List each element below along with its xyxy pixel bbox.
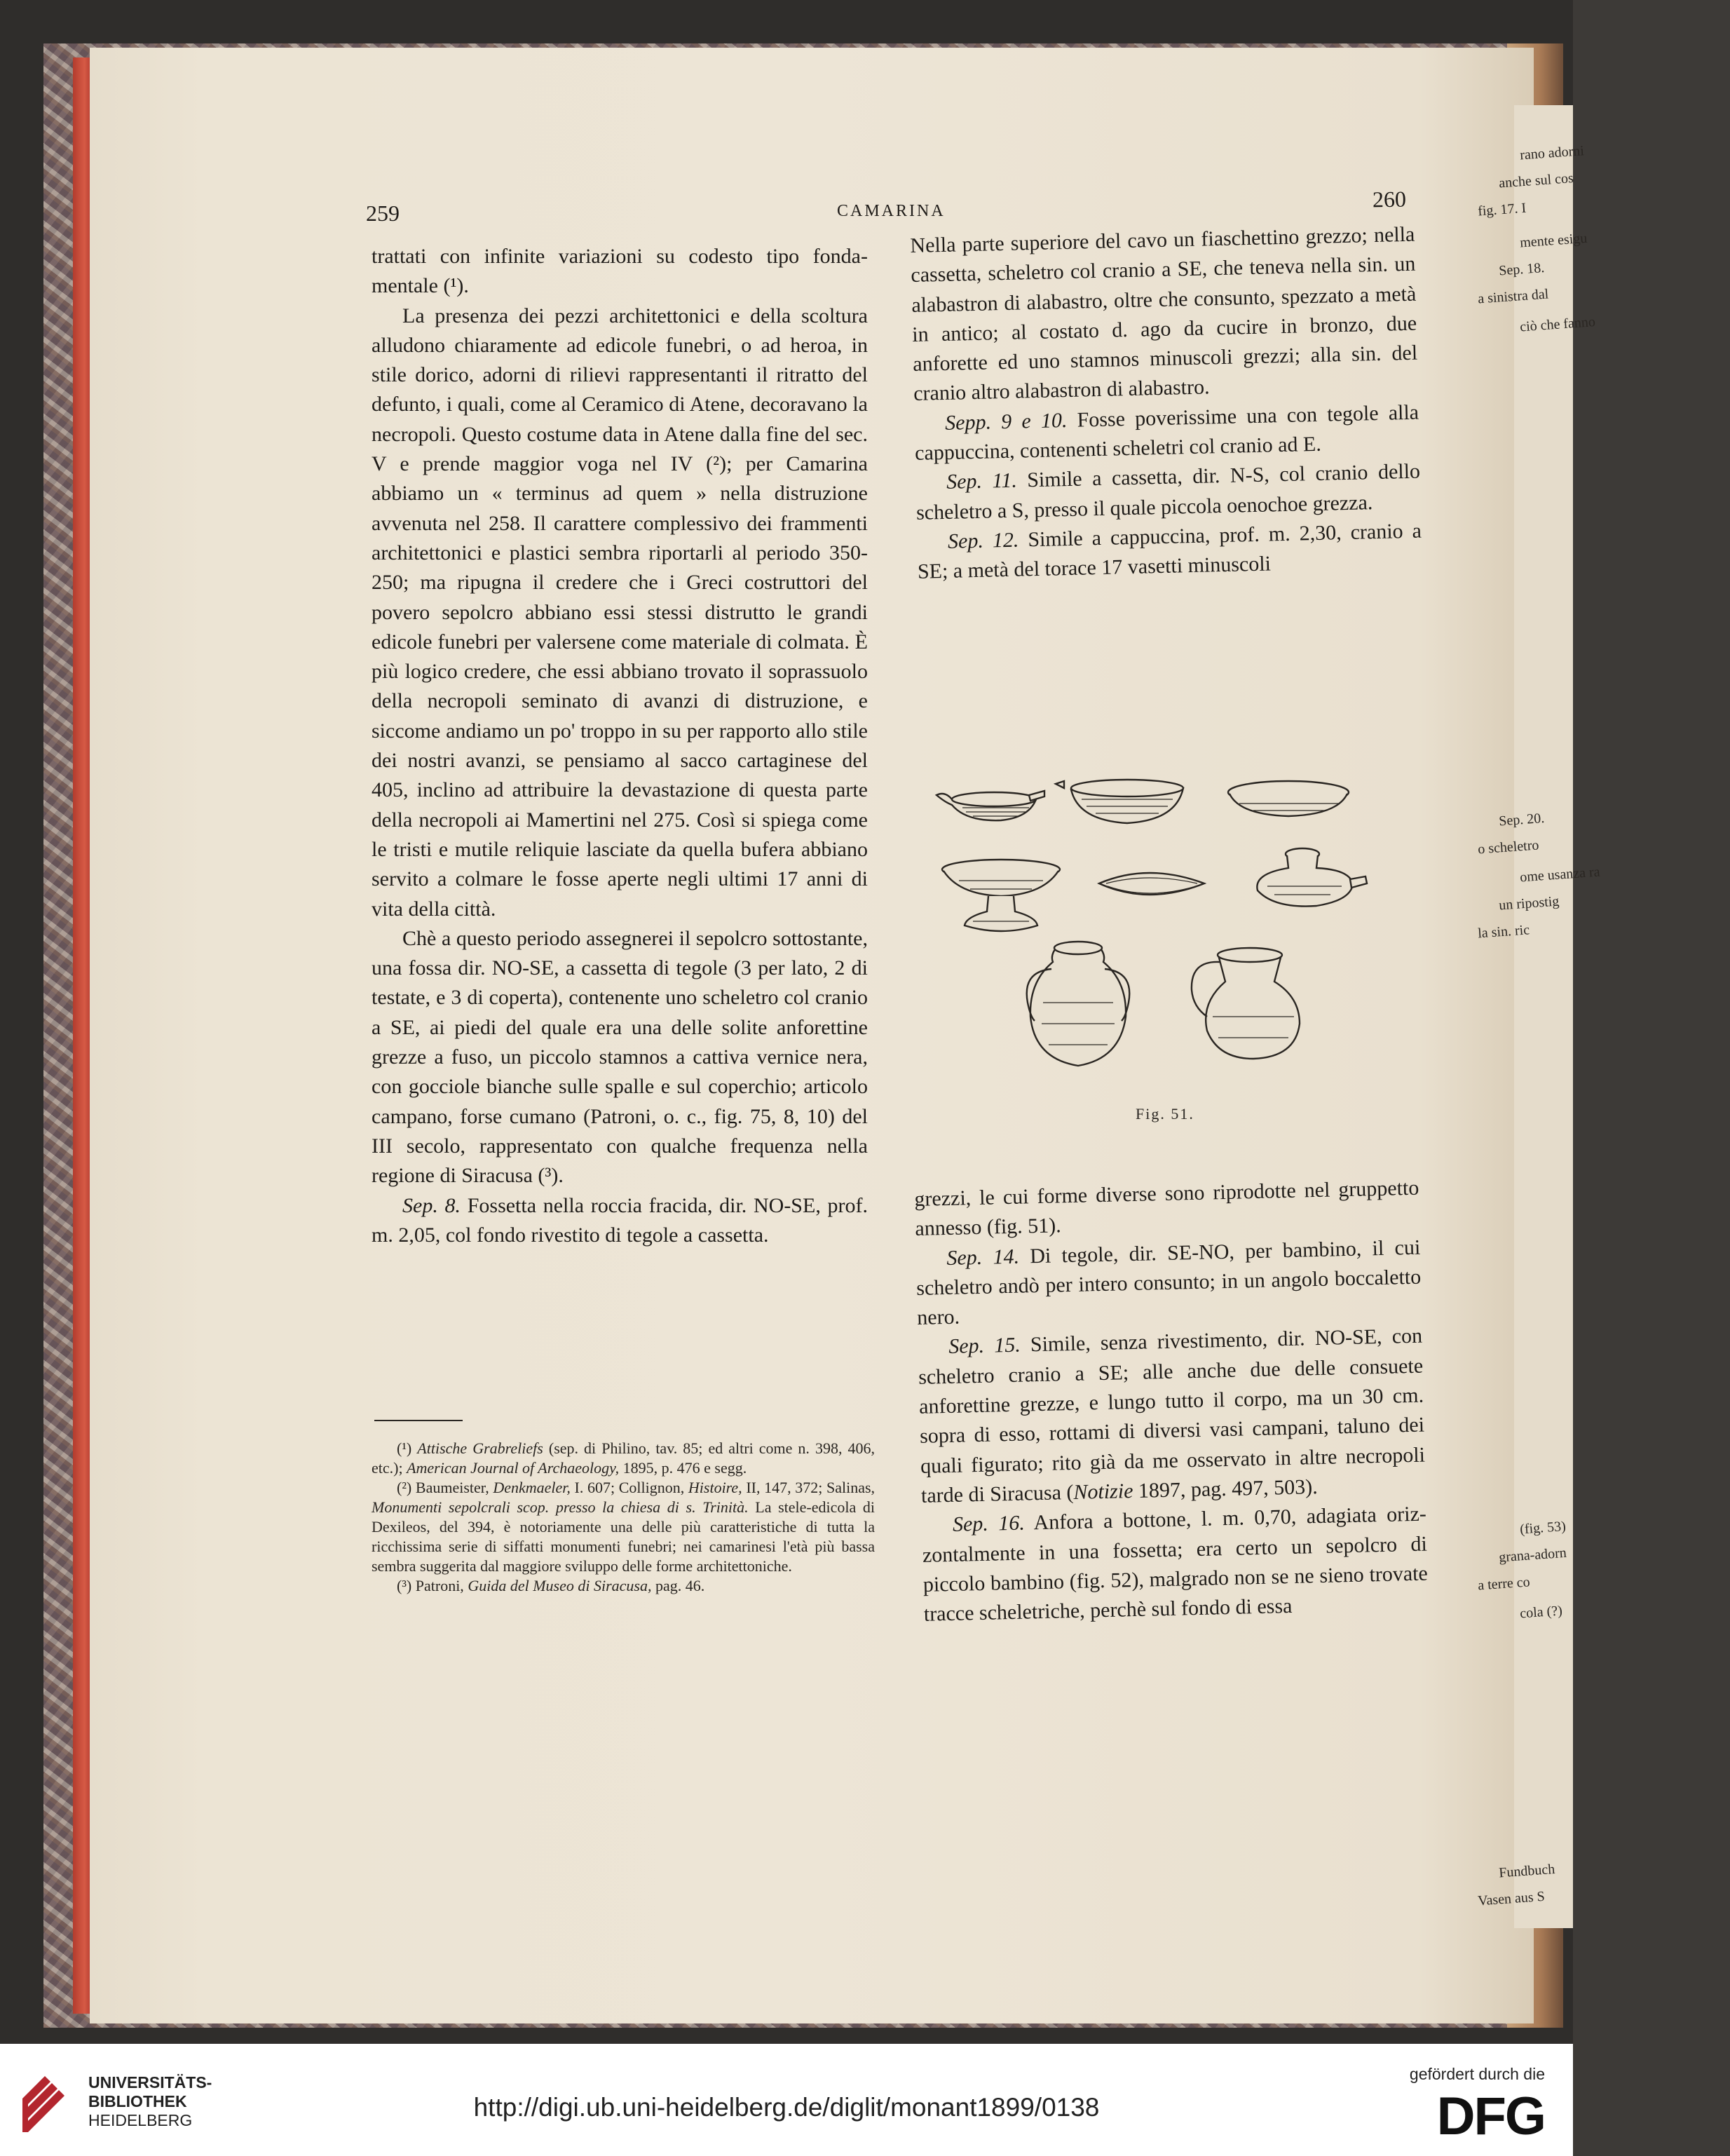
paragraph (918, 1322, 1426, 1511)
footnote-text: Patroni, (415, 1577, 468, 1594)
footnote-text: II, 147, 372; Salinas, (742, 1479, 876, 1496)
paragraph: Nella parte superiore del cavo un fiaschettino grezzo; nella cassetta, scheletro col cranio a SE, che teneva nella sin. un alabastron di alabastro, oltre che consunto, spezzato a metà in antico; al costato d. ago da cucire in bronzo, due anforette ed uno stamnos minuscoli grezzi; alla sin. del cranio altro alabastron di alabastro. (910, 222, 1418, 406)
next-page-fragment: Vasen aus S (1477, 1888, 1546, 1909)
paragraph (915, 457, 1422, 528)
paragraph-text: Anfora a bottone, l. m. 0,70, adagiata orizzontalmente in una fossetta; era certo un sepolcro di piccolo bambino (fig. 52), malgrado non se ne sieno trovate tracce scheletriche, perchè sul fondo di essa (922, 1502, 1429, 1626)
next-page-fragment: ome usanza ra (1519, 864, 1601, 886)
next-page-fragment: la sin. ric (1477, 922, 1530, 942)
viewer-footer (0, 2044, 1573, 2156)
paragraph-text: Fosse poverissime una con tegole alla cappuccina, contenenti scheletri col cranio ad E. (914, 400, 1419, 465)
citation-title: Histoire, (688, 1479, 742, 1496)
jug-vessel (1192, 948, 1300, 1059)
next-page-fragment: (fig. 53) (1519, 1518, 1567, 1538)
citation-title: Monumenti sepolcrali scop. presso la chiesa di s. Trinità. (372, 1498, 749, 1516)
paragraph-sep8 (372, 1191, 868, 1251)
footnote-text: I. 607; Collignon, (570, 1479, 688, 1496)
tomb-label: Sep. 14. (946, 1245, 1020, 1270)
vessels-illustration (924, 771, 1401, 1101)
tomb-label: Sep. 15. (948, 1334, 1021, 1359)
page-number-left: 259 (366, 201, 400, 226)
paragraph: trattati con infinite variazioni su codesto tipo fondamentale (¹). (372, 245, 868, 298)
footnote-text: 1895, p. 476 e segg. (619, 1459, 747, 1477)
right-column-top (910, 220, 1422, 588)
tomb-label: Sep. 8. (402, 1193, 461, 1217)
footnotes (372, 1439, 875, 1596)
funder-label: gefördert durch die (1409, 2065, 1545, 2083)
plate-vessel (1228, 781, 1349, 816)
paragraph (917, 517, 1423, 588)
footnote-rule (374, 1420, 463, 1421)
footnote-text: (sep. di Philino, tav. 85; ed altri come n. 398, 406, etc.); (372, 1439, 875, 1477)
citation-title: American Journal of Archaeology, (407, 1459, 620, 1477)
next-page-fragment: cola (?) (1519, 1603, 1563, 1622)
paragraph: La presenza dei pezzi architettonici e della scoltura alludono chiaramente ad edicole funebri, o ad heroa, in stile dorico, adorni di rilievi rappresentanti il ritratto del defunto, i quali, come al Ceramico di Atene, decoravano la necropoli. Questo costume data in Atene dalla fine del sec. V e prende maggior voga nel IV (²); per Camarina abbiamo un « terminus ad quem » nella distruzione avvenuta nel 258. Il carattere complessivo dei frammenti architettonici e plastici sembra riportarli al periodo 350-250; ma ripugna il credere che i Greci costruttori del povero sepolcro abbiano essi stessi distrutto le grandi edicole funebri per valersene come materiale di colmata. È più logico credere, che essi abbiano trovato il soprassuolo della necropoli seminato di avanzi di distruzione, e siccome andiamo un po' troppo in su per rapporto allo stile dei nostri avanzi, se pensiamo al sacco cartaginese del 405, inclino ad attribuire la devastazione di questa parte della necropoli ai Mamertini nel 275. Così si spiega come le tristi e mutile reliquie lasciate da quella bufera abbiano servito a colmare le fosse aperte negli ultimi 17 anni di vita della città. (372, 304, 868, 921)
figure-caption: Fig. 51. (1136, 1105, 1194, 1123)
tomb-label: Sep. 12. (947, 528, 1019, 553)
page-number-right: 260 (1372, 186, 1407, 212)
paragraph-text: 1897, pag. 497, 503). (1133, 1475, 1319, 1503)
footnote-3 (372, 1576, 875, 1596)
next-page-fragment: un ripostig (1498, 893, 1560, 914)
paragraph: grezzi, le cui forme diverse sono riprodotte nel gruppetto annesso (fig. 51). (914, 1176, 1419, 1241)
next-page-fragment: Sep. 18. (1498, 259, 1545, 279)
amphora-vessel (1027, 942, 1130, 1066)
citation-title: Notizie (1073, 1479, 1133, 1504)
footnote-mark: (¹) (397, 1439, 418, 1457)
paragraph-text: Simile a cassetta, dir. N-S, col cranio dello scheletro a S, presso il quale piccola oenochoe grezza. (915, 459, 1421, 524)
next-page-fragment: mente esigu (1519, 230, 1588, 251)
next-page-fragment: rano adorni (1519, 143, 1585, 163)
footnote-text: La stele-edicola di Dexileos, del 394, è notoriamente una delle più caratteristiche di tutta la ricchissima serie di siffatti monumenti funebri; nei camarinesi l'età più bassa sembra suggerita dal maggiore sviluppo delle forme architettoniche. (372, 1498, 875, 1575)
next-page-fragment: ciò che fanno (1519, 313, 1596, 335)
next-page-fragment: Sep. 20. (1498, 810, 1545, 829)
citation-title: Denkmaeler, (493, 1479, 571, 1496)
right-column-bottom (914, 1174, 1429, 1630)
next-page-fragment: Fundbuch (1498, 1861, 1555, 1881)
dfg-logo[interactable]: DFG (1436, 2087, 1545, 2146)
tomb-label: Sepp. 9 e 10. (944, 408, 1068, 435)
lamp-vessel (936, 791, 1044, 820)
paragraph-text: Simile, senza rivestimento, dir. NO-SE, con scheletro cranio a SE; alle anche due delle consuete anforettine grezze, e lungo tutto il corpo, ma un 30 cm. sopra di esso, rottami di diversi vasi campani, taluno dei quali figurato; rito già da me osservato in altre necropoli tarde di Siracusa ( (918, 1324, 1426, 1507)
footnote-mark: (³) (397, 1577, 416, 1594)
bowl-vessel (1056, 780, 1183, 823)
permalink-url[interactable]: http://digi.ub.uni-heidelberg.de/diglit/monant1899/0138 (473, 2093, 1100, 2122)
paragraph (914, 398, 1420, 468)
oval-dish-vessel (1099, 873, 1204, 895)
running-head: CAMARINA (837, 202, 946, 220)
paragraph-text: Simile a cappuccina, prof. m. 2,30, cranio a SE; a metà del torace 17 vasetti minuscoli (917, 519, 1422, 584)
next-page-edge (1477, 105, 1601, 1928)
library-name-line: UNIVERSITÄTS- (88, 2073, 212, 2091)
citation-title: Attische Grabreliefs (417, 1439, 543, 1457)
footnote-mark: (²) (397, 1479, 416, 1496)
stemmed-dish-vessel (942, 860, 1060, 931)
paragraph: Chè a questo periodo assegnerei il sepolcro sottostante, una fossa dir. NO-SE, a cassetta di tegole (3 per lato, 2 di testate, e 3 di coperta), contenente uno scheletro col cranio a SE, ai piedi del quale era una delle solite anforettine grezze a fuso, un piccolo stamnos a cattiva vernice nera, con gocciole bianche sulle spalle e sul coperchio; articolo campano, forse cumano (Patroni, o. c., fig. 75, 8, 10) del III secolo, rappresentato con qualche frequenza nella regione di Siracusa (³). (372, 926, 868, 1188)
footnote-1 (372, 1439, 875, 1478)
small-lamp-vessel (1257, 848, 1367, 907)
footnote-text: pag. 46. (651, 1577, 705, 1594)
citation-title: Guida del Museo di Siracusa, (468, 1577, 652, 1594)
paragraph-text: Fossetta nella roccia fracida, dir. NO-SE, prof. m. 2,05, col fondo rivestito di tegole a cassetta. (372, 1193, 868, 1247)
next-page-fragment: fig. 17. I (1477, 200, 1527, 219)
paragraph (915, 1233, 1422, 1333)
next-page-fragment: anche sul cos (1498, 170, 1574, 191)
next-page-fragment: a terre co (1477, 1574, 1531, 1594)
footnote-2 (372, 1478, 875, 1576)
footnote-text: Baumeister, (415, 1479, 493, 1496)
paragraph (922, 1500, 1429, 1629)
library-name-line: BIBLIOTHEK (88, 2092, 187, 2110)
library-name-line: HEIDELBERG (88, 2111, 193, 2129)
next-page-fragment: grana-adorn (1498, 1545, 1567, 1566)
next-page-fragment: o scheletro (1477, 837, 1540, 857)
left-column (372, 242, 868, 1250)
paragraph-text: Di tegole, dir. SE-NO, per bambino, il cui scheletro andò per intero consunto; in un angolo boccaletto nero. (915, 1235, 1422, 1330)
tomb-label: Sep. 11. (946, 469, 1018, 494)
next-page-fragment: a sinistra dal (1477, 286, 1549, 307)
tomb-label: Sep. 16. (952, 1511, 1026, 1537)
